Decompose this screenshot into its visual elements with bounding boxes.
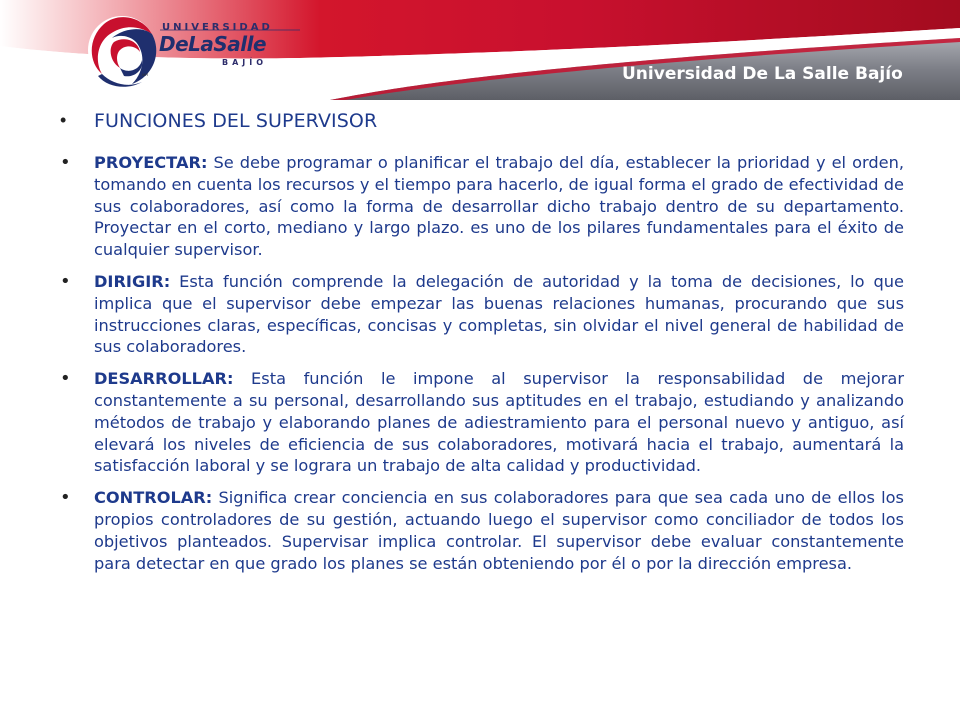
- logo-bottom-text: BAJÍO: [222, 58, 268, 67]
- header-banner: [0, 0, 960, 100]
- slide-content: [60, 104, 904, 584]
- item-keyword: CONTROLAR:: [94, 488, 213, 508]
- item-keyword: DIRIGIR:: [94, 271, 171, 291]
- list-item-proyectar: [60, 152, 904, 261]
- bullet-icon: •: [60, 110, 67, 130]
- bullet-icon: •: [60, 487, 71, 509]
- banner-swoosh-graphic: [0, 0, 960, 100]
- list-item-dirigir: [60, 271, 904, 358]
- item-text: Esta función le impone al supervisor la responsabilidad de mejorar constantemente a su personal, desarrollando sus aptitudes en el trabajo, estudiando y analizando métodos de trabajo y elaborando planes de adiestramiento para el personal nuevo y antiguo, así elevará los niveles de eficiencia de sus colaboradores, motivará hacia el trabajo, aumentará la satisfacción laboral y se lograra un trabajo de alta calidad y productividad.: [94, 369, 904, 476]
- bullet-icon: •: [60, 270, 71, 292]
- item-keyword: PROYECTAR:: [94, 153, 208, 172]
- bullet-icon: •: [60, 368, 71, 390]
- logo-main-text: DeLaSalle: [159, 32, 267, 56]
- logo-trademark-mark: MR: [142, 72, 149, 77]
- logo-top-text: UNIVERSIDAD: [162, 22, 273, 33]
- item-text: Significa crear conciencia en sus colaboradores para que sea cada uno de ellos los propios controladores de su gestión, actuando luego el supervisor como conciliador de todos los objetivos planteados. Supervisar implica controlar. El supervisor debe evaluar constantemente para detectar en que grado los planes se están obteniendo por él o por la dirección empresa.: [94, 488, 904, 573]
- item-text: Se debe programar o planificar el trabajo del día, establecer la prioridad y el orden, tomando en cuenta los recursos y el tiempo para hacerlo, de igual forma el grado de efectividad de sus colaboradores, así como la forma de desarrollar dicho trabajo dentro de su departamento. Proyectar en el corto, mediano y largo plazo. es uno de los pilares fundamentales para el éxito de cualquier supervisor.: [94, 153, 904, 260]
- item-text: Esta función comprende la delegación de autoridad y la toma de decisiones, lo que implica que el supervisor debe empezar las buenas relaciones humanas, procurando que sus instrucciones claras, específicas, concisas y completas, sin olvidar el nivel general de habilidad de sus colaboradores.: [94, 271, 904, 357]
- page-title: FUNCIONES DEL SUPERVISOR: [94, 110, 378, 132]
- banner-title: Universidad De La Salle Bajío: [622, 64, 903, 84]
- heading-bullet: [60, 110, 904, 132]
- list-item-controlar: [60, 487, 904, 574]
- list-item-desarrollar: [60, 368, 904, 477]
- item-keyword: DESARROLLAR:: [94, 369, 234, 389]
- bullet-icon: •: [60, 152, 71, 173]
